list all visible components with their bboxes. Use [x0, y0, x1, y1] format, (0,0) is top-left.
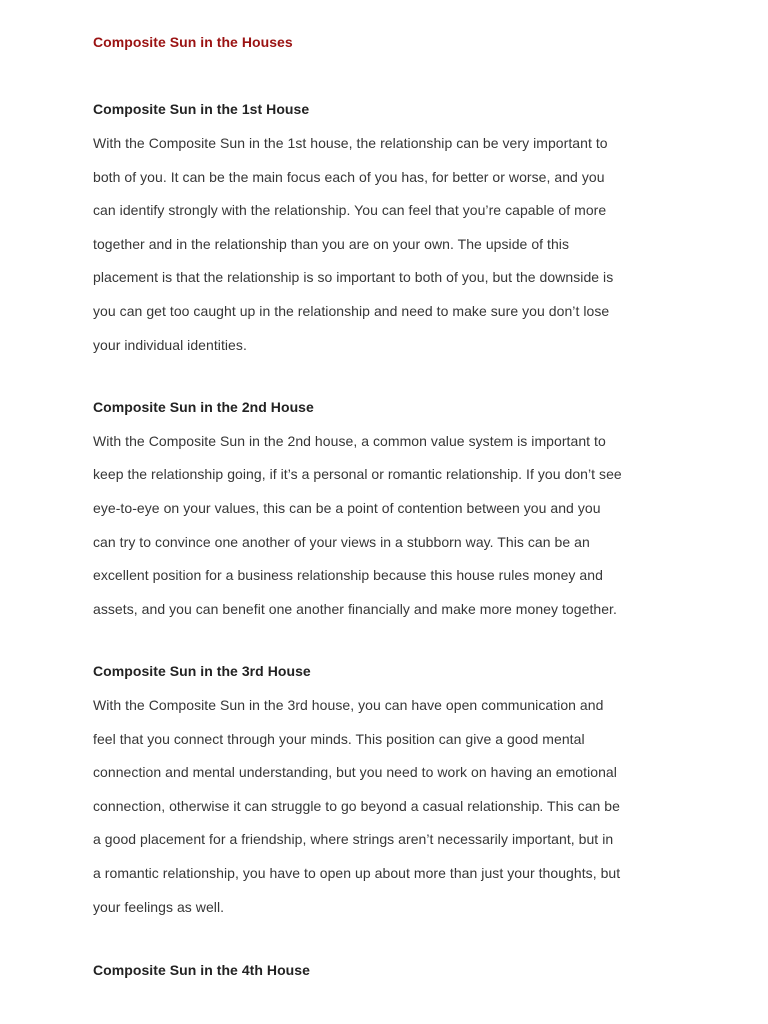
paragraph-line: a good placement for a friendship, where strings aren’t necessarily important, but in [93, 831, 614, 847]
page-title: Composite Sun in the Houses [93, 34, 293, 50]
paragraph-line: With the Composite Sun in the 2nd house, a common value system is important to [93, 433, 606, 449]
paragraph-line: With the Composite Sun in the 3rd house, you can have open communication and [93, 697, 604, 713]
paragraph-line: feel that you connect through your minds. This position can give a good mental [93, 731, 585, 747]
paragraph-line: both of you. It can be the main focus each of you has, for better or worse, and you [93, 169, 605, 185]
paragraph-line: keep the relationship going, if it’s a personal or romantic relationship. If you don’t see [93, 466, 622, 482]
paragraph-line: can identify strongly with the relationship. You can feel that you’re capable of more [93, 202, 607, 218]
paragraph-line: assets, and you can benefit one another financially and make more money together. [93, 601, 617, 617]
paragraph-line: With the Composite Sun in the 1st house, the relationship can be very important to [93, 135, 608, 151]
paragraph-line: excellent position for a business relationship because this house rules money and [93, 567, 603, 583]
paragraph-line: together and in the relationship than you are on your own. The upside of this [93, 236, 570, 252]
section-heading-4th-house: Composite Sun in the 4th House [93, 962, 310, 978]
paragraph-line: you can get too caught up in the relationship and need to make sure you don’t lose [93, 303, 610, 319]
paragraph-line: your individual identities. [93, 337, 247, 353]
paragraph-line: your feelings as well. [93, 899, 225, 915]
section-heading-1st-house: Composite Sun in the 1st House [93, 101, 310, 117]
section-heading-3rd-house: Composite Sun in the 3rd House [93, 663, 311, 679]
paragraph-line: a romantic relationship, you have to open up about more than just your thoughts, but [93, 865, 621, 881]
paragraph-line: eye-to-eye on your values, this can be a point of contention between you and you [93, 500, 601, 516]
paragraph-line: connection and mental understanding, but you need to work on having an emotional [93, 764, 617, 780]
paragraph-line: connection, otherwise it can struggle to go beyond a casual relationship. This can be [93, 798, 620, 814]
section-heading-2nd-house: Composite Sun in the 2nd House [93, 399, 314, 415]
paragraph-line: can try to convince one another of your views in a stubborn way. This can be an [93, 534, 590, 550]
paragraph-line: placement is that the relationship is so important to both of you, but the downside is [93, 269, 614, 285]
